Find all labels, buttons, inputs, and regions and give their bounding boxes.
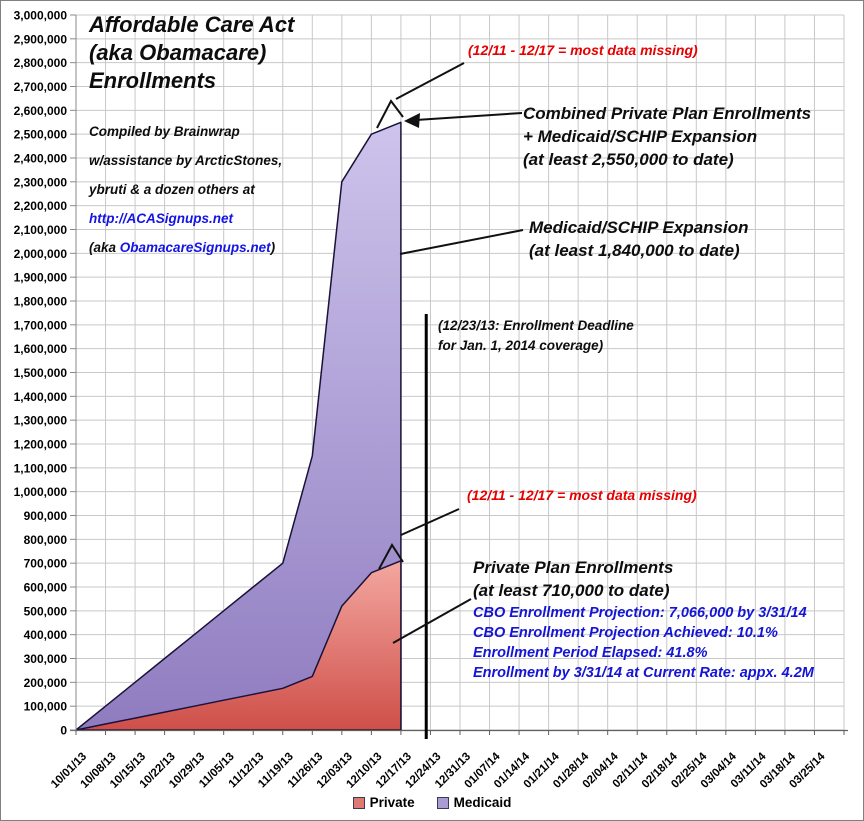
x-axis-label: 10/22/13 [137,750,178,791]
x-axis-label: 12/17/13 [373,750,415,791]
legend [1,795,863,810]
annotation-enrollment-deadline [438,316,634,356]
x-axis-label: 02/04/14 [580,750,621,791]
y-axis-label: 200,000 [23,675,67,690]
x-axis-label: 10/08/13 [78,750,119,791]
y-axis-label: 1,800,000 [13,294,67,309]
y-axis-label: 100,000 [23,699,67,714]
legend-private-label: Private [369,795,415,810]
y-axis-label: 1,000,000 [13,485,67,500]
chart-title-line2: (aka Obamacare) [89,40,267,65]
x-axis-label: 10/01/13 [48,750,90,791]
x-axis-label: 02/25/14 [669,750,710,791]
y-axis-label: 2,900,000 [13,32,67,47]
credits-line3: ybruti & a dozen others at [89,182,255,197]
combined-line1: Combined Private Plan Enrollments [523,104,812,123]
chart-title-line1: Affordable Care Act [89,12,295,37]
y-axis-label: 600,000 [23,580,67,595]
y-axis-label: 800,000 [23,532,67,547]
annotation-medicaid-expansion [529,216,748,262]
x-axis-label: 02/18/14 [639,750,680,791]
leader-line [416,113,522,120]
y-axis-label: 2,400,000 [13,151,67,166]
medicaid-swatch-icon [437,797,449,809]
combined-line3: (at least 2,550,000 to date) [523,150,734,169]
credits-block [89,117,282,262]
cbo-line2: CBO Enrollment Projection Achieved: 10.1% [473,625,778,641]
private-line2: (at least 710,000 to date) [473,581,670,600]
x-axis-label: 12/03/13 [314,750,355,791]
annotation-missing-data-top: (12/11 - 12/17 = most data missing) [468,42,698,58]
combined-line2: + Medicaid/SCHIP Expansion [523,127,758,146]
annotation-missing-data-bottom: (12/11 - 12/17 = most data missing) [467,487,697,503]
private-swatch-icon [353,797,365,809]
y-axis-label: 1,400,000 [13,389,67,404]
y-axis-label: 1,600,000 [13,342,67,357]
annotation-private-enrollments [473,556,673,602]
annotation-combined-total [523,102,811,171]
y-axis-label: 2,000,000 [13,246,67,261]
x-axis-label: 02/11/14 [610,750,651,791]
y-axis-label: 2,600,000 [13,103,67,118]
x-axis-label: 03/25/14 [787,750,828,791]
x-axis-label: 11/12/13 [226,750,267,791]
y-axis-label: 700,000 [23,556,67,571]
private-line1: Private Plan Enrollments [473,558,674,577]
cbo-line1: CBO Enrollment Projection: 7,066,000 by 3/31/14 [473,605,807,621]
y-axis-label: 900,000 [23,509,67,523]
x-axis-label: 10/15/13 [108,750,149,791]
legend-item-medicaid [437,795,512,810]
leader-line [393,599,471,643]
x-axis-label: 01/21/14 [521,750,562,791]
y-axis-label: 3,000,000 [13,8,67,23]
deadline-line2: for Jan. 1, 2014 coverage) [438,338,604,353]
y-axis-label: 2,800,000 [13,56,67,71]
y-axis-label: 500,000 [23,604,67,619]
leader-line [400,230,523,254]
x-axis-label: 03/11/14 [728,750,769,791]
y-axis-label: 2,700,000 [13,80,67,94]
y-axis-label: 300,000 [23,652,67,666]
x-axis-label: 01/14/14 [492,750,533,791]
acasignups-link[interactable]: http://ACASignups.net [89,211,233,226]
y-axis-label: 2,500,000 [13,127,67,142]
legend-item-private [353,795,415,810]
x-axis-label: 03/18/14 [757,750,799,791]
cbo-line3: Enrollment Period Elapsed: 41.8% [473,645,708,661]
x-axis-label: 12/24/13 [403,750,444,791]
y-axis-label: 400,000 [23,628,67,643]
y-axis-label: 1,700,000 [13,318,67,333]
y-axis-label: 1,100,000 [13,461,67,476]
x-axis-label: 11/05/13 [197,750,237,791]
y-axis-label: 2,100,000 [13,223,67,237]
chart-title [89,11,294,95]
y-axis-label: 0 [60,723,67,738]
x-axis-label: 03/04/14 [698,750,739,791]
y-axis-label: 1,300,000 [13,413,67,428]
x-axis-label: 10/29/13 [167,750,208,791]
y-axis-label: 1,900,000 [13,270,67,285]
y-axis-label: 1,500,000 [13,366,67,380]
medicaid-line2: (at least 1,840,000 to date) [529,241,740,260]
annotation-cbo-stats [473,603,814,683]
x-axis-label: 11/19/13 [256,750,296,791]
x-axis-label: 01/28/14 [551,750,592,791]
y-axis-label: 2,200,000 [13,199,67,214]
aka-open: (aka [89,240,120,255]
legend-medicaid-label: Medicaid [453,795,512,810]
x-axis-label: 12/31/13 [432,750,474,791]
medicaid-line1: Medicaid/SCHIP Expansion [529,218,749,237]
deadline-line1: (12/23/13: Enrollment Deadline [438,318,634,333]
credits-line1: Compiled by Brainwrap [89,124,240,139]
x-axis-label: 12/10/13 [344,750,385,791]
x-axis-label: 11/26/13 [285,750,326,791]
arrowhead-left-icon [404,113,420,128]
aka-close: ) [270,240,276,255]
obamacaresignups-link[interactable]: ObamacareSignups.net [119,240,271,255]
credits-line2: w/assistance by ArcticStones, [89,153,283,168]
x-axis-label: 01/07/14 [462,750,503,791]
chart-title-line3: Enrollments [89,68,217,93]
cbo-line4: Enrollment by 3/31/14 at Current Rate: appx. 4.2M [473,665,814,681]
y-axis-label: 1,200,000 [13,437,67,452]
y-axis-label: 2,300,000 [13,175,67,190]
